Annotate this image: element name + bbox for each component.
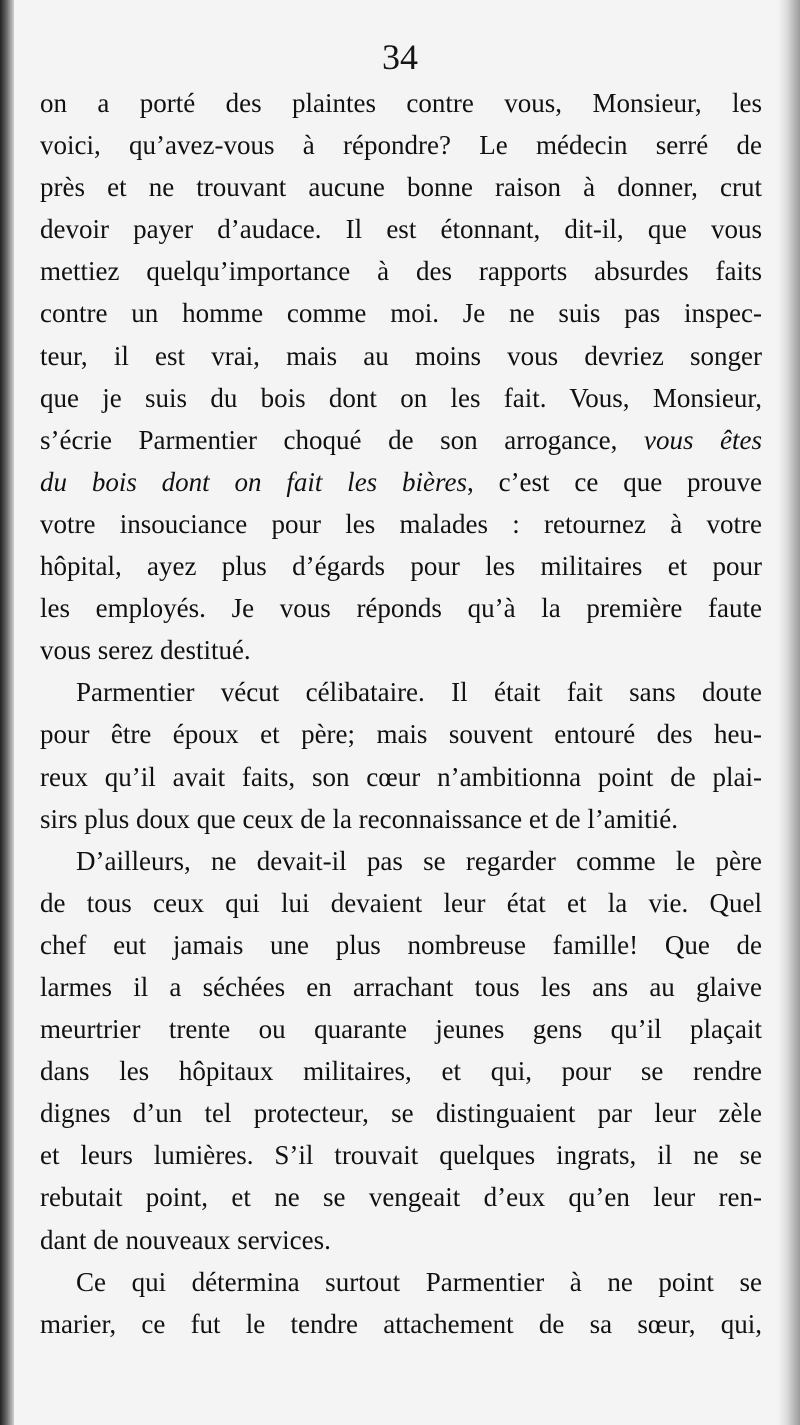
text-line (40, 1008, 762, 1050)
line-text: chef eut jamais une plus nombreuse famille! Que de (40, 929, 762, 960)
text-line (40, 756, 762, 798)
text-line (40, 713, 762, 755)
text-line (40, 966, 762, 1008)
italic-text: du bois dont on fait les bières (40, 466, 467, 497)
line-text: que je suis du bois dont on les fait. Vous, Monsieur, (40, 382, 762, 413)
text-line (40, 461, 762, 503)
text-line (40, 882, 762, 924)
text-line (40, 1261, 762, 1303)
text-line (40, 419, 762, 461)
line-text: près et ne trouvant aucune bonne raison à donner, crut (40, 172, 762, 203)
text-line (40, 1176, 762, 1218)
line-text: , c’est ce que prouve (467, 466, 762, 497)
text-line (40, 545, 762, 587)
line-text: votre insouciance pour les malades : retournez à votre (40, 508, 762, 539)
text-line (40, 1092, 762, 1134)
text-line (40, 629, 762, 671)
text-line (40, 1050, 762, 1092)
text-line (40, 1219, 762, 1261)
page-edge-shadow (778, 0, 800, 1425)
line-text: les employés. Je vous réponds qu’à la première faute (40, 593, 762, 624)
text-line (40, 840, 762, 882)
page-gutter-shadow (0, 0, 14, 1425)
line-text: D’ailleurs, ne devait-il pas se regarder comme le père (76, 845, 762, 876)
text-line (40, 503, 762, 545)
line-text: larmes il a séchées en arrachant tous les ans au glaive (40, 971, 762, 1002)
text-line (40, 292, 762, 334)
line-text: voici, qu’avez-vous à répondre? Le médecin serré de (40, 130, 762, 161)
text-line (40, 671, 762, 713)
line-text: teur, il est vrai, mais au moins vous devriez songer (40, 340, 762, 371)
line-text: dans les hôpitaux militaires, et qui, pour se rendre (40, 1056, 762, 1087)
line-text: vous serez destitué. (40, 635, 251, 666)
line-text: Parmentier vécut célibataire. Il était fait sans doute (76, 677, 762, 708)
line-text: pour être époux et père; mais souvent entouré des heu- (40, 719, 762, 750)
line-text: sirs plus doux que ceux de la reconnaissance et de l’amitié. (40, 803, 679, 834)
line-text: mettiez quelqu’importance à des rapports absurdes faits (40, 256, 762, 287)
line-text: devoir payer d’audace. Il est étonnant, dit-il, que vous (40, 214, 762, 245)
page-number: 34 (382, 37, 418, 77)
text-line (40, 335, 762, 377)
line-text: meurtrier trente ou quarante jeunes gens qu’il plaçait (40, 1014, 762, 1045)
text-line (40, 377, 762, 419)
line-text: s’écrie Parmentier choqué de son arrogance, (40, 424, 618, 455)
text-line (40, 1303, 762, 1345)
line-text: contre un homme comme moi. Je ne suis pas inspec- (40, 298, 762, 329)
text-line (40, 798, 762, 840)
text-line (40, 208, 762, 250)
text-line (40, 250, 762, 292)
line-text: rebutait point, et ne se vengeait d’eux qu’en leur ren- (40, 1182, 762, 1213)
text-line (40, 924, 762, 966)
text-line (40, 1134, 762, 1176)
text-line (40, 82, 762, 124)
line-text: et leurs lumières. S’il trouvait quelques ingrats, il ne se (40, 1140, 762, 1171)
body-text (40, 82, 762, 1345)
line-text: marier, ce fut le tendre attachement de sa sœur, qui, (40, 1308, 762, 1339)
line-text: dignes d’un tel protecteur, se distinguaient par leur zèle (40, 1098, 762, 1129)
italic-text: vous êtes (643, 424, 762, 455)
line-text: on a porté des plaintes contre vous, Monsieur, les (40, 88, 762, 118)
line-text: reux qu’il avait faits, son cœur n’ambitionna point de plai- (40, 761, 762, 792)
text-line (40, 587, 762, 629)
text-line (40, 166, 762, 208)
line-text: dant de nouveaux services. (40, 1224, 331, 1255)
line-text: hôpital, ayez plus d’égards pour les militaires et pour (40, 551, 762, 582)
line-text: Ce qui détermina surtout Parmentier à ne point se (76, 1266, 762, 1297)
text-line (40, 124, 762, 166)
line-text: de tous ceux qui lui devaient leur état et la vie. Quel (40, 887, 762, 918)
